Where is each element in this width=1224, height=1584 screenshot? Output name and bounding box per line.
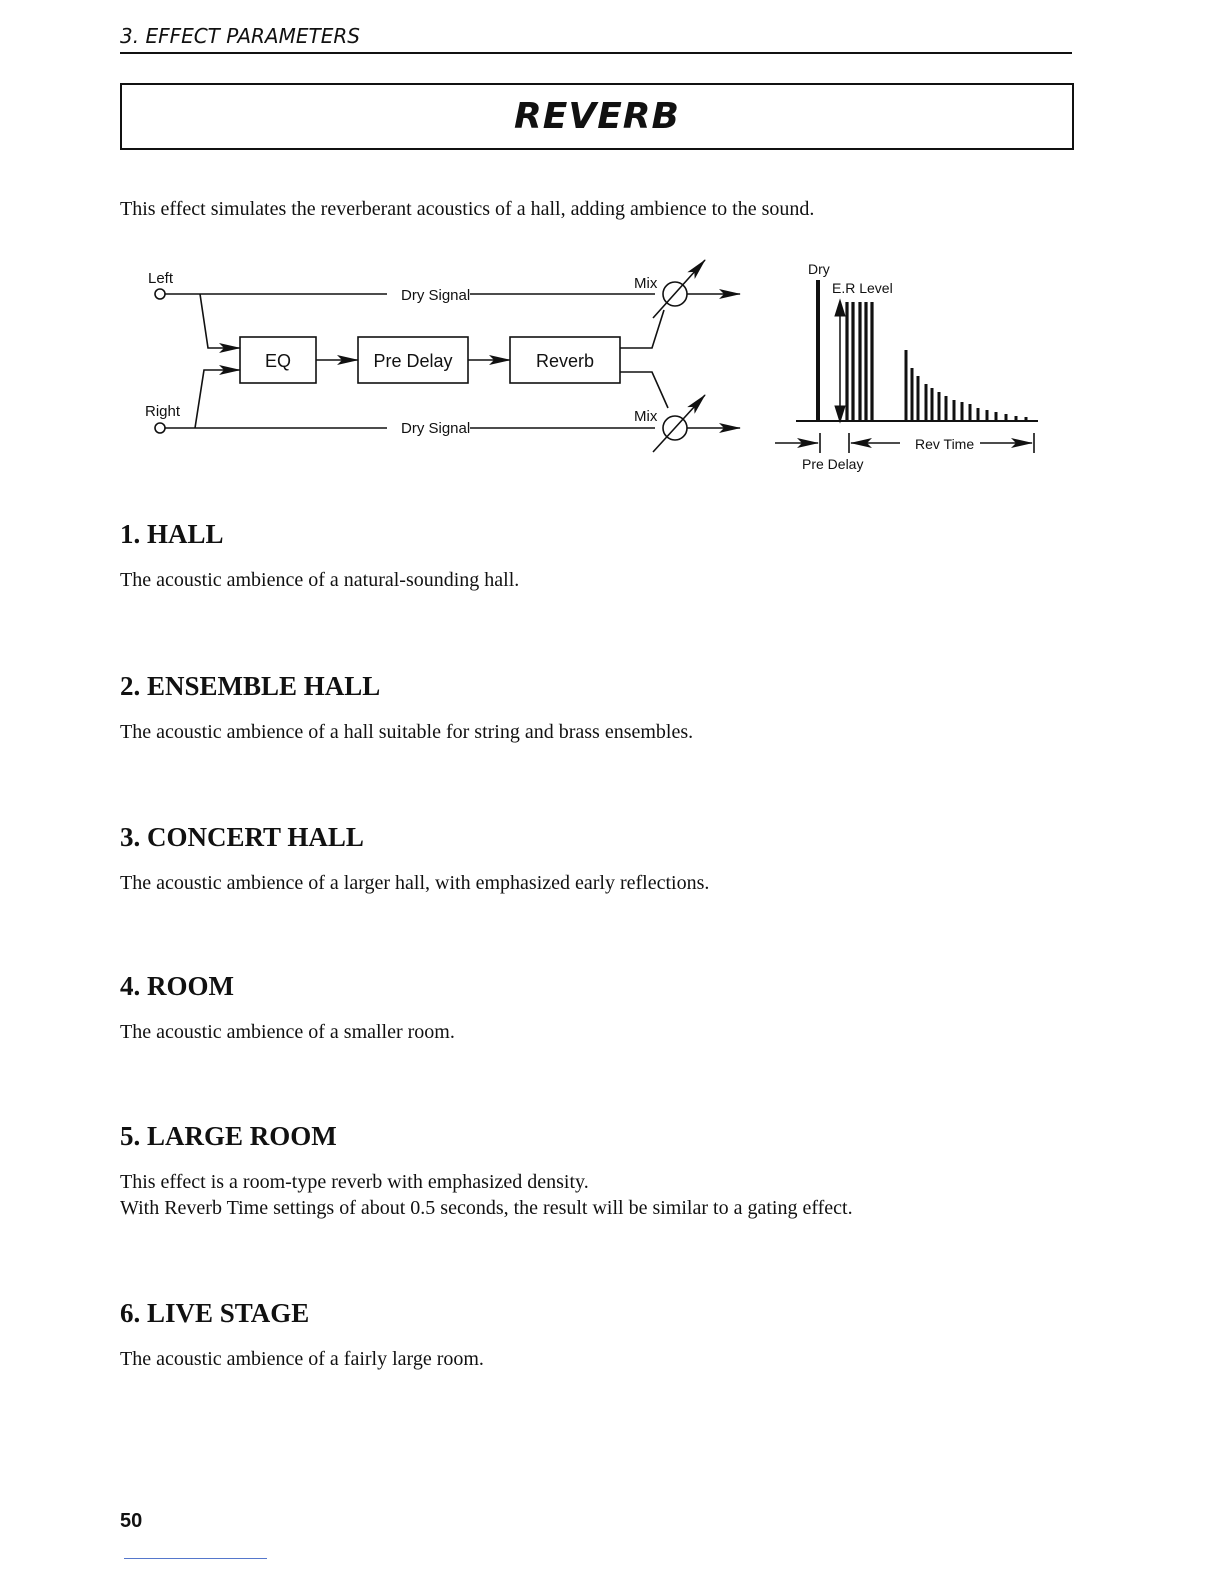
section-body-line: The acoustic ambience of a hall suitable for string and brass ensembles.: [120, 721, 694, 743]
pre-delay-env-label: Pre Delay: [802, 456, 864, 472]
section-heading-large-room: 5. LARGE ROOM: [120, 1121, 337, 1151]
dry-label: Dry: [808, 261, 830, 277]
footer-rule: [124, 1558, 267, 1559]
section-heading-concert-hall: 3. CONCERT HALL: [120, 822, 364, 852]
running-header: 3. EFFECT PARAMETERS: [120, 24, 360, 48]
page-number: 50: [120, 1510, 143, 1532]
pre-delay-indicator: [775, 433, 820, 453]
intro-text: This effect simulates the reverberant acoustics of a hall, adding ambience to the sound.: [120, 198, 815, 220]
er-level-label: E.R Level: [832, 280, 893, 296]
mix-bottom-label: Mix: [634, 408, 658, 425]
section-heading-hall: 1. HALL: [120, 519, 224, 549]
section-body-line: This effect is a room-type reverb with emphasized density.: [120, 1171, 589, 1193]
section-body-ensemble-hall: [120, 719, 693, 745]
rev-time-label: Rev Time: [915, 436, 975, 452]
reverb-diagram: [120, 250, 1050, 480]
envelope-diagram: [775, 280, 1038, 453]
mix-top-label: Mix: [634, 275, 658, 292]
left-input-jack: [155, 289, 165, 299]
reverb-tail: [906, 350, 1026, 421]
section-heading-live-stage: 6. LIVE STAGE: [120, 1298, 310, 1328]
dry-signal-top-label: Dry Signal: [401, 287, 471, 304]
right-input-jack: [155, 423, 165, 433]
right-label: Right: [145, 403, 181, 420]
section-heading-ensemble-hall: 2. ENSEMBLE HALL: [120, 671, 381, 701]
page-title: REVERB: [514, 96, 680, 137]
section-body-line: The acoustic ambience of a natural-sounding hall.: [120, 569, 520, 591]
section-body-line: The acoustic ambience of a smaller room.: [120, 1021, 455, 1043]
section-body-large-room: [120, 1169, 853, 1221]
section-body-live-stage: [120, 1346, 484, 1372]
reverb-label: Reverb: [535, 351, 595, 371]
section-body-line: With Reverb Time settings of about 0.5 seconds, the result will be similar to a gating effect.: [120, 1197, 853, 1219]
mix-knob-top: [653, 260, 740, 318]
header-rule: [120, 52, 1072, 54]
section-body-hall: [120, 567, 519, 593]
eq-label: EQ: [264, 351, 292, 371]
title-box: [120, 83, 1074, 150]
section-body-concert-hall: [120, 870, 709, 896]
dry-signal-bottom-label: Dry Signal: [401, 420, 471, 437]
section-body-line: The acoustic ambience of a fairly large room.: [120, 1348, 484, 1370]
pre-delay-label: Pre Delay: [373, 351, 453, 371]
section-body-line: The acoustic ambience of a larger hall, with emphasized early reflections.: [120, 872, 710, 894]
section-heading-room: 4. ROOM: [120, 971, 234, 1001]
early-reflections: [847, 302, 872, 421]
left-label: Left: [148, 270, 174, 287]
section-body-room: [120, 1019, 455, 1045]
